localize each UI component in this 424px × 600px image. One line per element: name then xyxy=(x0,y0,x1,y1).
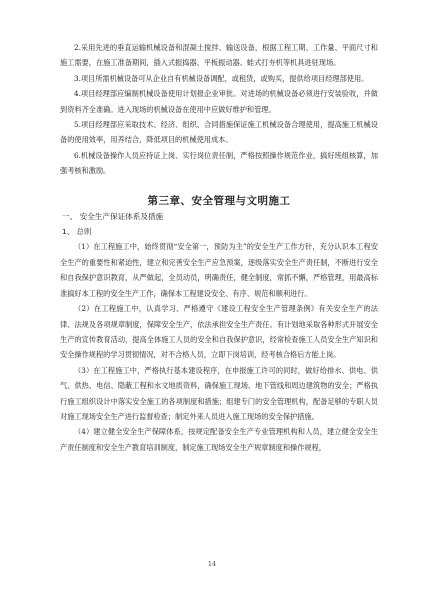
paragraph-machinery-6: 6.机械设备操作人员应持证上岗、实行岗位责任制，严格按照操作规范作业，搞好班组核算，加强考核和激励。 xyxy=(60,150,378,176)
paragraph-safety-4: （4）建立健全安全生产保障体系，按规定配备安全生产专业管理机构和人员，建立健全安全生产责任制度和安全生产教育培训制度，制定施工现场安全生产规章制度和操作规程， xyxy=(60,427,378,452)
section-title: 一、 安全生产保证体系及措施 xyxy=(62,211,164,221)
paragraph-machinery-3: 3.项目所需机械设备可从企业自有机械设备调配，或租赁，或购买，提供给项目经理部使用。 xyxy=(74,73,369,83)
paragraph-machinery-2: 2.采用先进的垂直运输机械设备和混凝土搅拌、输送设备，根据工程工期、工作量、平面尺寸和施工需要，在施工准备期间，插入式振捣器、平板振动器、蛙式打夯机等机具进驻现场。 xyxy=(60,43,378,68)
paragraph-machinery-5: 5.项目经理部应采取技术、经济、组织、合同措施保证施工机械设备合理使用，提高施工机械设备的使用效率，用养结合，降低项目的机械使用成本。 xyxy=(60,120,378,145)
paragraph-machinery-4: 4.项目经理部应编制机械设备使用计划报企业审批。对进场的机械设备必须进行安装验收，并做到资料齐全准确。进入现场的机械设备在使用中应做好维护和管理。 xyxy=(60,89,378,114)
paragraph-safety-1: （1）在工程施工中，始终贯彻“安全第一，预防为主”的安全生产工作方针，充分认识本工程安全生产的重要性和紧迫性，建立和完善安全生产应急预案，逐级落实安全生产责任制，不断进行安全和自我保护意识教育，从严做起，全员动员，明确责任，健全制度，常抓不懈，严格管理，用最高标准搞好本工程的安全生产工作，确保本工程建设安全、有序、规范和顺利进行。 xyxy=(60,242,378,298)
paragraph-safety-2: （2）在工程施工中，认真学习、严格遵守《建设工程安全生产管理条例》有关安全生产的法律、法规及各项规章制度，保障安全生产，依法承担安全生产责任。有计划地采取各种形式开展安全生产的宣传教育活动，提高全体施工人员的安全和自我保护意识，经常检查施工人员安全生产知识和安全操作规程的学习贯彻情况，对不合格人员，立即下岗培训，经考核合格后方能上岗。 xyxy=(60,304,378,360)
chapter-title: 第三章、安全管理与文明施工 xyxy=(147,194,291,207)
subsection-title: 1、 总则 xyxy=(62,227,92,237)
page-body xyxy=(60,40,378,455)
paragraph-safety-3: （3）在工程施工中，严格执行基本建设程序，在申报施工许可的同时，做好给排水、供电、供气、供热、电信、隐蔽工程和水文地质资料，确保施工现场、地下管线和周边建筑物的安全；严格执行施工组织设计中落实安全施工的各项制度和措施；组建专门的安全管理机构，配备足够的专职人员对施工现场安全生产进行监督检查；制定外来人员进入施工现场的安全保护措施。 xyxy=(60,365,378,421)
page-number: 14 xyxy=(207,560,217,568)
